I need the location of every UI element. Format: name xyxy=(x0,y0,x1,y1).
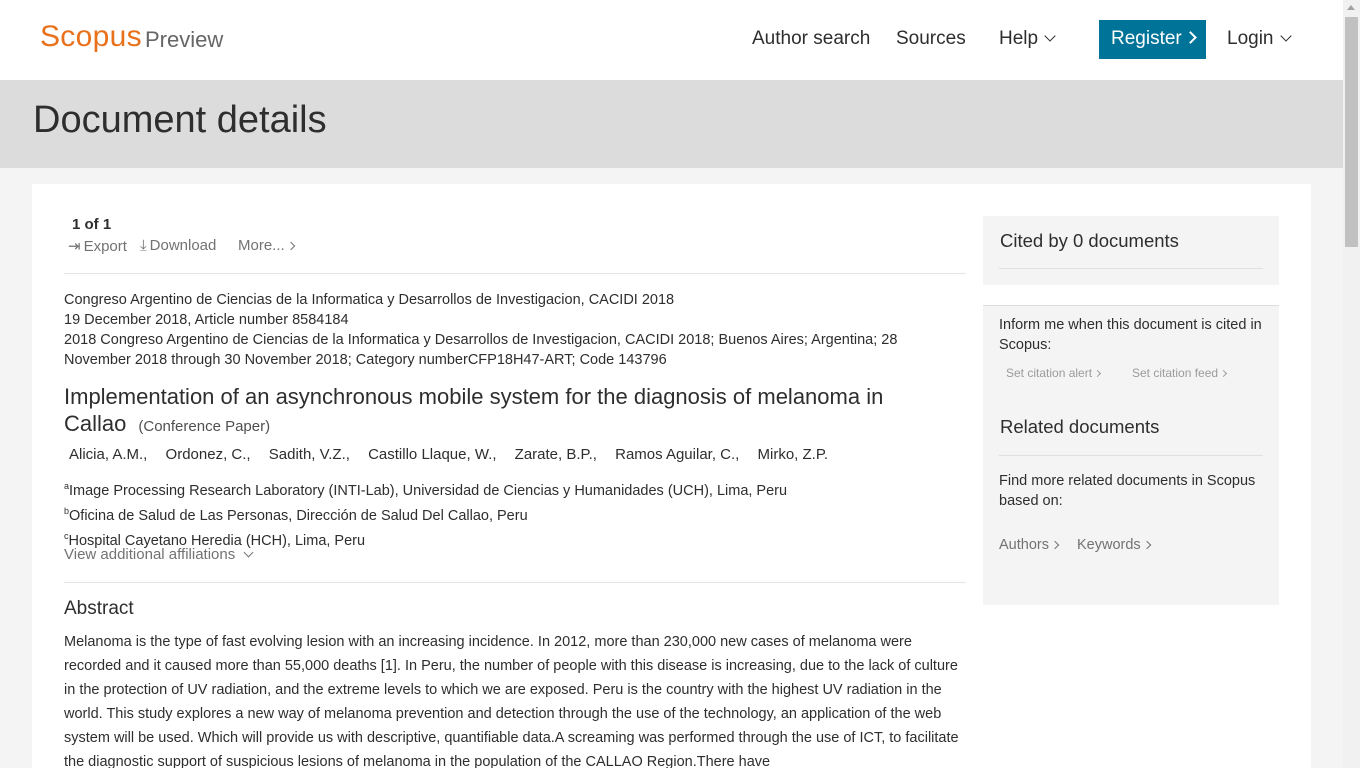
scopus-logo[interactable]: Scopus xyxy=(40,20,142,53)
scrollbar-thumb[interactable] xyxy=(1345,17,1358,247)
sources-link[interactable]: Sources xyxy=(896,28,966,49)
chevron-down-icon xyxy=(1044,30,1055,41)
affiliation-item xyxy=(64,476,787,501)
login-menu[interactable] xyxy=(1227,28,1290,50)
related-keywords-link[interactable] xyxy=(1077,537,1150,553)
chevron-right-icon xyxy=(1094,370,1101,377)
document-title xyxy=(64,383,944,440)
author-link[interactable]: Castillo Llaque, W., xyxy=(368,446,497,463)
export-label: Export xyxy=(83,238,127,255)
result-position: 1 of 1 xyxy=(72,216,112,233)
download-icon: ⤓ xyxy=(140,237,147,254)
divider xyxy=(64,273,966,274)
affiliation-marker: c xyxy=(64,530,69,541)
author-link[interactable]: Mirko, Z.P. xyxy=(757,446,829,463)
chevron-right-icon xyxy=(286,242,294,250)
author-link[interactable]: Zarate, B.P., xyxy=(514,446,597,463)
related-documents-heading: Related documents xyxy=(1000,416,1160,437)
page-title: Document details xyxy=(33,99,327,141)
chevron-down-icon xyxy=(1280,30,1291,41)
register-label: Register xyxy=(1111,28,1182,49)
register-button[interactable] xyxy=(1099,20,1206,59)
more-button[interactable] xyxy=(238,237,294,254)
chevron-right-icon xyxy=(1184,31,1197,44)
related-text: Find more related documents in Scopus based on: xyxy=(999,473,1256,509)
view-affiliations-label: View additional affiliations xyxy=(64,546,236,563)
download-label: Download xyxy=(149,237,217,254)
abstract-heading: Abstract xyxy=(64,598,134,619)
source-info xyxy=(64,290,924,370)
related-authors-link[interactable] xyxy=(999,537,1058,553)
help-label: Help xyxy=(999,28,1039,49)
affiliation-text: Oficina de Salud de Las Personas, Dirección de Salud Del Callao, Peru xyxy=(69,507,528,524)
view-additional-affiliations-link[interactable] xyxy=(64,546,252,563)
export-button[interactable] xyxy=(68,237,127,255)
set-citation-alert-link[interactable] xyxy=(1006,366,1100,380)
source-title[interactable]: Congreso Argentino de Ciencias de la Informatica y Desarrollos de Investigacion, CACIDI 2018 xyxy=(64,292,675,308)
affiliation-item xyxy=(64,501,787,526)
affiliation-text: Hospital Cayetano Heredia (HCH), Lima, Peru xyxy=(68,532,366,549)
export-icon: ⇥ xyxy=(68,238,81,255)
author-link[interactable]: Sadith, V.Z., xyxy=(268,446,350,463)
scroll-up-icon[interactable] xyxy=(1347,5,1355,10)
document-type: (Conference Paper) xyxy=(138,418,271,435)
document-title-text: Implementation of an asynchronous mobile system for the diagnosis of melanoma in Callao xyxy=(64,384,884,436)
set-citation-alert-label: Set citation alert xyxy=(1006,366,1093,380)
source-date: 19 December 2018, Article number 8584184 xyxy=(64,312,349,328)
author-list xyxy=(69,446,842,463)
cited-by-heading: Cited by 0 documents xyxy=(1000,230,1179,251)
author-search-link[interactable]: Author search xyxy=(752,28,871,49)
more-label: More... xyxy=(238,237,285,254)
inform-text: Inform me when this document is cited in Scopus: xyxy=(999,317,1262,353)
affiliation-text: Image Processing Research Laboratory (INTI-Lab), Universidad de Ciencias y Humanidades (UCH), Lima, Peru xyxy=(69,482,788,499)
conference-info: 2018 Congreso Argentino de Ciencias de la Informatica y Desarrollos de Investigacion, CACIDI 2018; Buenos Aires; Argentina; 28 November 2018 through 30 November 2018; Category numberCFP18H47-ART; Code 143796 xyxy=(64,332,898,368)
login-label: Login xyxy=(1227,28,1274,49)
author-link[interactable]: Ramos Aguilar, C., xyxy=(615,446,740,463)
set-citation-feed-link[interactable] xyxy=(1132,366,1226,380)
affiliation-marker: a xyxy=(64,481,70,491)
chevron-right-icon xyxy=(1220,370,1227,377)
chevron-right-icon xyxy=(1051,541,1059,549)
preview-label: Preview xyxy=(145,27,224,52)
author-link[interactable]: Alicia, A.M., xyxy=(69,446,148,463)
divider xyxy=(999,455,1263,456)
set-citation-feed-label: Set citation feed xyxy=(1132,366,1219,380)
affiliation-list xyxy=(64,476,787,550)
keywords-label: Keywords xyxy=(1077,537,1141,553)
chevron-right-icon xyxy=(1142,541,1150,549)
divider xyxy=(64,582,966,583)
download-button[interactable] xyxy=(140,237,216,254)
chevron-down-icon xyxy=(244,548,254,558)
affiliation-marker: b xyxy=(64,505,70,516)
divider xyxy=(999,268,1263,269)
author-link[interactable]: Ordonez, C., xyxy=(165,446,251,463)
abstract-text: Melanoma is the type of fast evolving lesion with an increasing incidence. In 2012, more than 230,000 new cases of melanoma were recorded and it caused more than 55,000 deaths [1]. In Peru, the number of people with this disease is increasing, due to the lack of culture in the protection of UV radiation, and the extreme levels to which we are exposed. Peru is the country with the highest UV radiation in the world. This study explores a new way of melanoma prevention and detection through the use of the technology, an application of the web system will be used. Which will provide us with descriptive, quantifiable data.A screaming was performed through the use of ICT, to facilitate the diagnostic support of suspicious lesions of melanoma in the population of the CALLAO Region.There have xyxy=(64,634,959,768)
help-menu[interactable] xyxy=(999,28,1054,50)
authors-label: Authors xyxy=(999,537,1049,553)
